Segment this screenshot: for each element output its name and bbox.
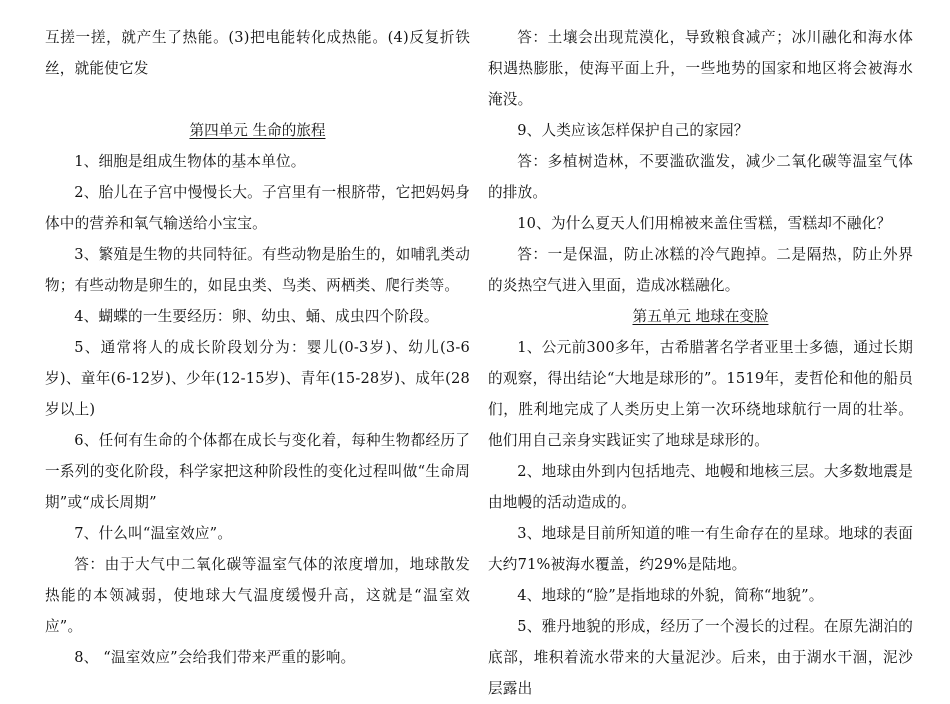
paragraph: 3、地球是目前所知道的唯一有生命存在的星球。地球的表面大约71%被海水覆盖，约29%是陆地。 — [488, 525, 913, 573]
blank-line — [45, 84, 470, 115]
section-heading-text: 第四单元 生命的旅程 — [189, 122, 326, 139]
paragraph: 答：由于大气中二氧化碳等温室气体的浓度增加，地球散发热能的本领减弱，使地球大气温度缓慢升高，这就是“温室效应”。 — [45, 556, 470, 635]
paragraph: 2、地球由外到内包括地壳、地幔和地核三层。大多数地震是由地幔的活动造成的。 — [488, 463, 913, 511]
paragraph: 答：一是保温，防止冰糕的冷气跑掉。二是隔热，防止外界的炎热空气进入里面，造成冰糕融化。 — [488, 246, 913, 294]
paragraph: 9、人类应该怎样保护自己的家园？ — [517, 122, 749, 139]
paragraph: 互搓一搓，就产生了热能。(3)把电能转化成热能。(4)反复折铁丝，就能使它发 — [45, 29, 470, 77]
paragraph: 5、雅丹地貌的形成，经历了一个漫长的过程。在原先湖泊的底部，堆积着流水带来的大量泥沙。后来，由于湖水干涸，泥沙层露出 — [488, 618, 913, 697]
left-column — [45, 22, 470, 673]
paragraph: 10、为什么夏天人们用棉被来盖住雪糕，雪糕却不融化？ — [517, 215, 892, 232]
paragraph: 1、公元前300多年，古希腊著名学者亚里士多德，通过长期的观察，得出结论“大地是球形的”。1519年，麦哲伦和他的船员们，胜利地完成了人类历史上第一次环绕地球航行一周的壮举。他们用自己亲身实践证实了地球是球形的。 — [488, 339, 913, 449]
paragraph: 4、蝴蝶的一生要经历：卵、幼虫、蛹、成虫四个阶段。 — [74, 308, 439, 325]
paragraph: 2、胎儿在子宫中慢慢长大。子宫里有一根脐带，它把妈妈身体中的营养和氧气输送给小宝宝。 — [45, 184, 470, 232]
right-column — [488, 22, 913, 704]
section-heading-unit-5 — [488, 301, 913, 332]
paragraph: 1、细胞是组成生物体的基本单位。 — [74, 153, 306, 170]
paragraph: 6、任何有生命的个体都在成长与变化着，每种生物都经历了一系列的变化阶段，科学家把这种阶段性的变化过程叫做“生命周期”或“成长周期” — [45, 432, 470, 511]
paragraph: 7、什么叫“温室效应”。 — [74, 525, 233, 542]
paragraph: 答：土壤会出现荒漠化，导致粮食减产；冰川融化和海水体积遇热膨胀，使海平面上升，一些地势的国家和地区将会被海水淹没。 — [488, 29, 913, 108]
paragraph: 8、 “温室效应”会给我们带来严重的影响。 — [74, 649, 356, 666]
paragraph: 3、繁殖是生物的共同特征。有些动物是胎生的，如哺乳类动物；有些动物是卵生的，如昆虫类、鸟类、两栖类、爬行类等。 — [45, 246, 470, 294]
paragraph: 答：多植树造林，不要滥砍滥发，减少二氧化碳等温室气体的排放。 — [488, 153, 913, 201]
paragraph: 5、通常将人的成长阶段划分为：婴儿(0-3岁)、幼儿(3-6岁)、童年(6-12岁)、少年(12-15岁)、青年(15-28岁)、成年(28岁以上) — [45, 339, 470, 418]
section-heading-unit-4 — [45, 115, 470, 146]
paragraph: 4、地球的“脸”是指地球的外貌，简称“地貌”。 — [517, 587, 824, 604]
section-heading-text: 第五单元 地球在变脸 — [632, 308, 769, 325]
